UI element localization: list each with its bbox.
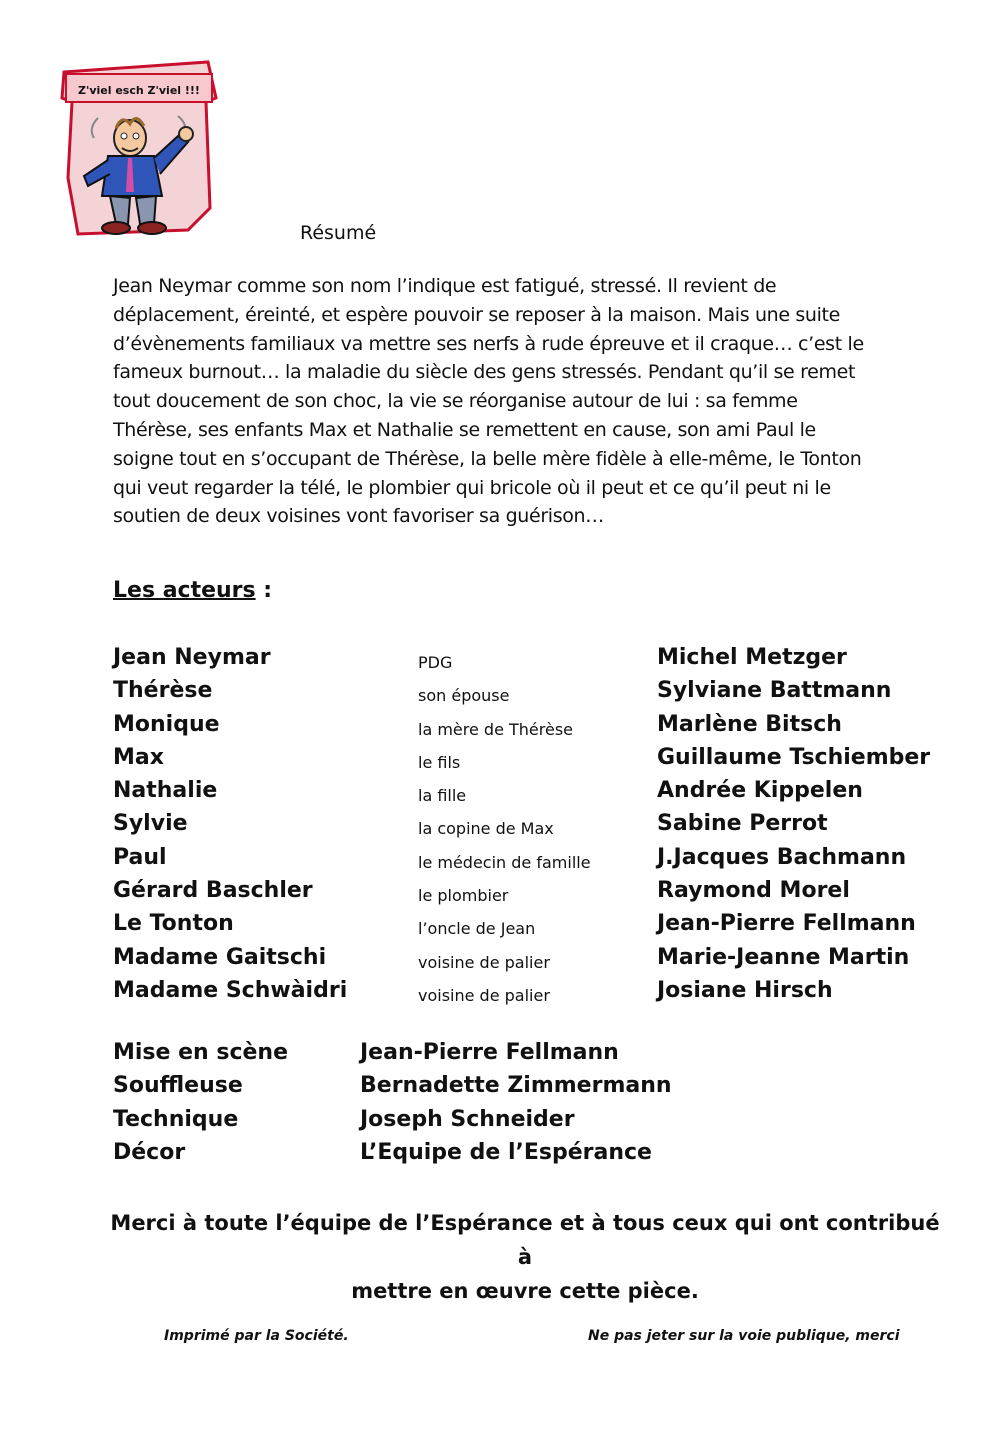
cast-role: Paul [113,844,167,870]
cast-description: la copine de Max [418,819,554,839]
footer-notice: Ne pas jeter sur la voie publique, merci [588,1328,900,1344]
cast-actor: Guillaume Tschiember [657,744,931,770]
crew-label: Souffleuse [113,1073,243,1099]
cast-role: Jean Neymar [113,645,271,670]
summary-line: soutien de deux voisines vont favoriser sa guérison… [113,505,604,528]
cast-actor: Marie-Jeanne Martin [657,944,910,970]
cast-role: Madame Schwàidri [113,977,348,1003]
cast-role: Le Tonton [113,911,234,937]
crew-name: Bernadette Zimmermann [360,1073,672,1099]
cast-actor: Jean-Pierre Fellmann [657,911,916,937]
actors-heading-text: Les acteurs [113,578,256,603]
cast-role: Monique [113,711,220,737]
cast-description: son épouse [418,686,510,706]
crew-label: Mise en scène [113,1040,288,1065]
cast-row [113,645,943,678]
crew-row [113,1040,813,1073]
footer-printed-by: Imprimé par la Société. [164,1328,349,1344]
cast-description: le médecin de famille [418,852,591,872]
cast-actor: Andrée Kippelen [657,778,863,804]
cast-description: voisine de palier [418,985,550,1005]
summary-line: Jean Neymar comme son nom l’indique est fatigué, stressé. Il revient de [113,275,777,297]
cast-list [113,645,943,1011]
logo-illustration [58,58,222,244]
cast-description: l’oncle de Jean [418,919,536,939]
cast-actor: Josiane Hirsch [657,977,833,1003]
crew-name: Joseph Schneider [360,1106,575,1132]
summary-paragraph [113,272,933,531]
cast-role: Thérèse [113,678,213,704]
cast-actor: Michel Metzger [657,645,847,670]
cast-row [113,911,943,944]
cast-actor: Sylviane Battmann [657,678,892,704]
summary-line: soigne tout en s’occupant de Thérèse, la belle mère fidèle à elle-même, le Tonton [113,447,862,470]
summary-line: tout doucement de son choc, la vie se réorganise autour de lui : sa femme [113,390,798,413]
cast-row [113,945,943,978]
crew-list [113,1040,813,1173]
cast-row [113,712,943,745]
crew-row [113,1140,813,1173]
cast-role: Nathalie [113,778,218,804]
crew-row [113,1073,813,1106]
summary-line: déplacement, éreinté, et espère pouvoir se reposer à la maison. Mais une suite [113,303,840,326]
cast-description: PDG [418,653,453,672]
cast-row [113,978,943,1011]
cast-description: la fille [418,786,467,806]
cast-actor: J.Jacques Bachmann [657,844,907,870]
cast-actor: Marlène Bitsch [657,711,842,737]
cast-description: voisine de palier [418,952,550,972]
cast-row [113,745,943,778]
thanks-line: Merci à toute l’équipe de l’Espérance et à tous ceux qui ont contribué à [110,1211,940,1269]
cast-role: Max [113,744,164,770]
cast-role: Sylvie [113,811,188,837]
cast-actor: Sabine Perrot [657,811,828,837]
summary-line: Thérèse, ses enfants Max et Nathalie se remettent en cause, son ami Paul le [113,418,816,441]
summary-line: qui veut regarder la télé, le plombier qui bricole où il peut et ce qu’il peut ni le [113,476,831,499]
thanks-line: mettre en œuvre cette pièce. [351,1279,699,1303]
crew-name: Jean-Pierre Fellmann [360,1040,619,1065]
crew-row [113,1107,813,1140]
cast-role: Gérard Baschler [113,878,313,904]
resume-title: Résumé [300,222,377,244]
summary-line: d’évènements familiaux va mettre ses nerfs à rude épreuve et il craque… c’est le [113,332,864,355]
cast-row [113,811,943,844]
crew-label: Technique [113,1106,239,1132]
cast-row [113,678,943,711]
logo-banner-text: Z'viel esch Z'viel !!! [78,84,200,97]
summary-line: fameux burnout… la maladie du siècle des gens stressés. Pendant qu’il se remet [113,361,856,384]
crew-name: L’Equipe de l’Espérance [360,1139,652,1165]
cast-row [113,845,943,878]
cast-description: le fils [418,752,461,772]
crew-label: Décor [113,1139,186,1165]
cast-row [113,878,943,911]
cast-role: Madame Gaitschi [113,944,327,970]
cast-description: le plombier [418,886,509,906]
cast-description: la mère de Thérèse [418,719,574,739]
actors-heading [113,578,272,603]
cast-actor: Raymond Morel [657,878,850,904]
cast-row [113,778,943,811]
actors-heading-colon: : [255,578,273,603]
thanks-message [100,1206,950,1308]
